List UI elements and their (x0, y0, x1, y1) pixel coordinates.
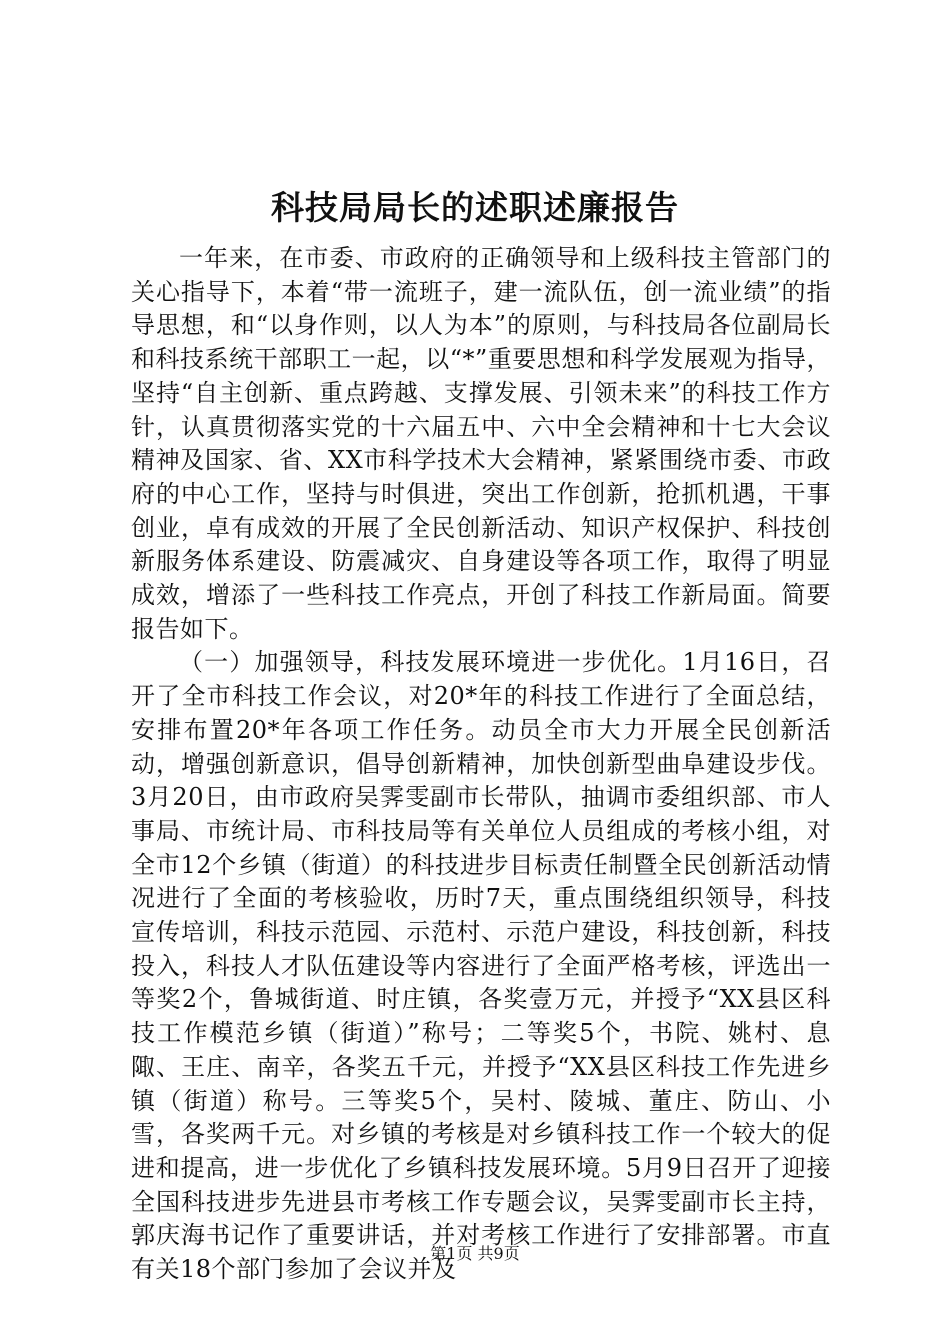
document-body (131, 242, 831, 1287)
document-title: 科技局局长的述职述廉报告 (271, 188, 679, 227)
paragraph-section-1: （一）加强领导，科技发展环境进一步优化。1月16日，召开了全市科技工作会议，对20*年的科技工作进行了全面总结，安排布置20*年各项工作任务。动员全市大力开展全民创新活动，增强创新意识，倡导创新精神，加快创新型曲阜建设步伐。3月20日，由市政府吴霁雯副市长带队，抽调市委组织部、市人事局、市统计局、市科技局等有关单位人员组成的考核小组，对全市12个乡镇（街道）的科技进步目标责任制暨全民创新活动情况进行了全面的考核验收，历时7天，重点围绕组织领导，科技宣传培训，科技示范园、示范村、示范户建设，科技创新，科技投入，科技人才队伍建设等内容进行了全面严格考核，评选出一等奖2个，鲁城街道、时庄镇，各奖壹万元，并授予“XX县区科技工作模范乡镇（街道）”称号；二等奖5个，书院、姚村、息陬、王庄、南辛，各奖五千元，并授予“XX县区科技工作先进乡镇（街道）称号。三等奖5个，吴村、陵城、董庄、防山、小雪，各奖两千元。对乡镇的考核是对乡镇科技工作一个较大的促进和提高，进一步优化了乡镇科技发展环境。5月9日召开了迎接全国科技进步先进县市考核工作专题会议，吴霁雯副市长主持，郭庆海书记作了重要讲话，并对考核工作进行了安排部署。市直有关18个部门参加了会议并及 (131, 648, 831, 1284)
page-number-footer: 第1页 共9页 (430, 1244, 520, 1263)
paragraph-intro: 一年来，在市委、市政府的正确领导和上级科技主管部门的关心指导下，本着“带一流班子，建一流队伍，创一流业绩”的指导思想，和“以身作则，以人为本”的原则，与科技局各位副局长和科技系统干部职工一起，以“*”重要思想和科学发展观为指导，坚持“自主创新、重点跨越、支撑发展、引领未来”的科技工作方针，认真贯彻落实党的十六届五中、六中全会精神和十七大会议精神及国家、省、XX市科学技术大会精神，紧紧围绕市委、市政府的中心工作，坚持与时俱进，突出工作创新，抢抓机遇，干事创业，卓有成效的开展了全民创新活动、知识产权保护、科技创新服务体系建设、防震减灾、自身建设等各项工作，取得了明显成效，增添了一些科技工作亮点，开创了科技工作新局面。简要报告如下。 (131, 244, 831, 643)
